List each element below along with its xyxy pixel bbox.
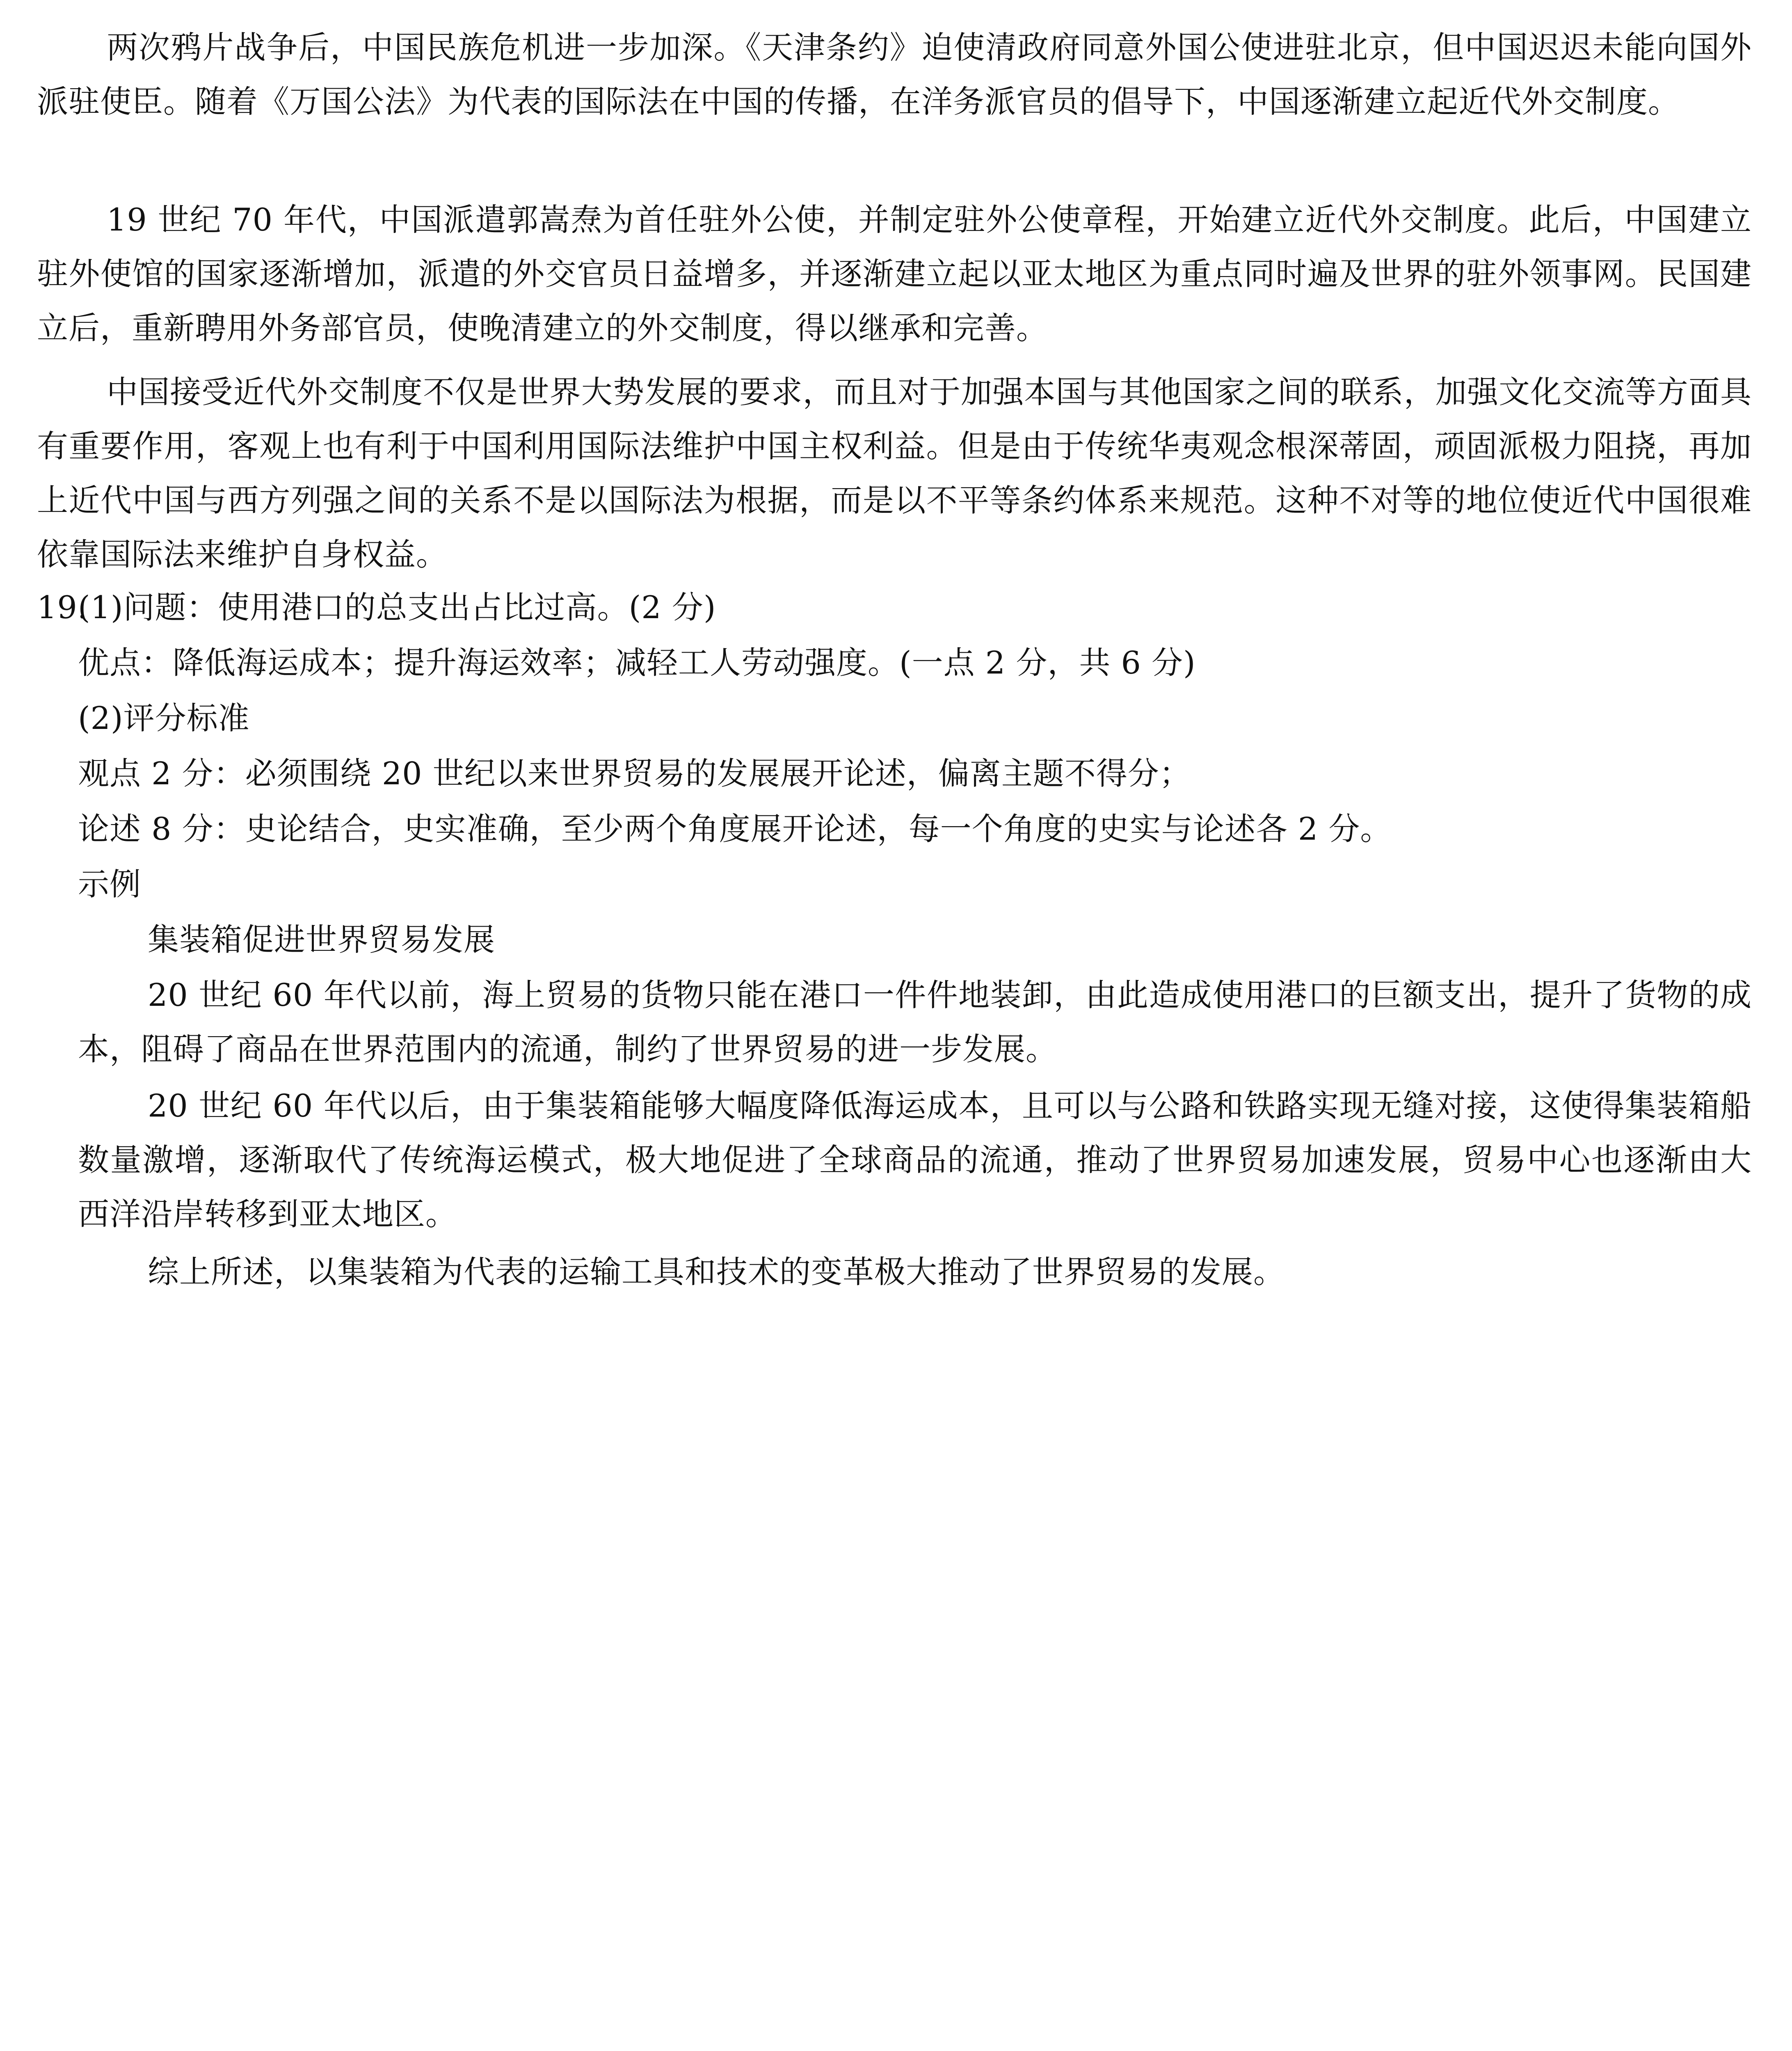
part1-advantages: 优点：降低海运成本；提升海运效率；减轻工人劳动强度。(一点 2 分，共 6 分): [78, 644, 1196, 681]
question-number: 19.: [37, 589, 88, 626]
paragraph-diplomatic-system: 19 世纪 70 年代，中国派遣郭嵩焘为首任驻外公使，并制定驻外公使章程，开始建立近代外交制度。此后，中国建立驻外使馆的国家逐渐增加，派遣的外交官员日益增多，并逐渐建立起以亚太地区为重点同时遍及世界的驻外领事网。民国建立后，重新聘用外务部官员，使晚清建立的外交制度，得以继承和完善。: [37, 201, 1752, 346]
example-paragraph-before-1960s: 20 世纪 60 年代以前，海上贸易的货物只能在港口一件件地装卸，由此造成使用港口的巨额支出，提升了货物的成本，阻碍了商品在世界范围内的流通，制约了世界贸易的进一步发展。: [78, 977, 1752, 1067]
example-paragraph-conclusion: 综上所述，以集装箱为代表的运输工具和技术的变革极大推动了世界贸易的发展。: [148, 1254, 1285, 1290]
criterion-view: 观点 2 分：必须围绕 20 世纪以来世界贸易的发展展开论述，偏离主题不得分；: [78, 755, 1191, 792]
part2-heading: (2)评分标准: [78, 700, 250, 736]
example-label: 示例: [78, 866, 141, 902]
criterion-argument: 论述 8 分：史论结合，史实准确，至少两个角度展开论述，每一个角度的史实与论述各 2 分。: [78, 811, 1392, 847]
paragraph-opium-wars: 两次鸦片战争后，中国民族危机进一步加深。《天津条约》迫使清政府同意外国公使进驻北京，但中国迟迟未能向国外派驻使臣。随着《万国公法》为代表的国际法在中国的传播，在洋务派官员的倡导下，中国逐渐建立起近代外交制度。: [37, 29, 1752, 120]
part1-problem: (1)问题：使用港口的总支出占比过高。(2 分): [78, 589, 716, 626]
paragraph-significance: 中国接受近代外交制度不仅是世界大势发展的要求，而且对于加强本国与其他国家之间的联系，加强文化交流等方面具有重要作用，客观上也有利于中国利用国际法维护中国主权利益。但是由于传统华夷观念根深蒂固，顽固派极力阻挠，再加上近代中国与西方列强之间的关系不是以国际法为根据，而是以不平等条约体系来规范。这种不对等的地位使近代中国很难依靠国际法来维护自身权益。: [37, 374, 1752, 573]
example-title: 集装箱促进世界贸易发展: [148, 921, 495, 958]
example-paragraph-after-1960s: 20 世纪 60 年代以后，由于集装箱能够大幅度降低海运成本，且可以与公路和铁路实现无缝对接，这使得集装箱船数量激增，逐渐取代了传统海运模式，极大地促进了全球商品的流通，推动了世界贸易加速发展，贸易中心也逐渐由大西洋沿岸转移到亚太地区。: [78, 1087, 1752, 1232]
